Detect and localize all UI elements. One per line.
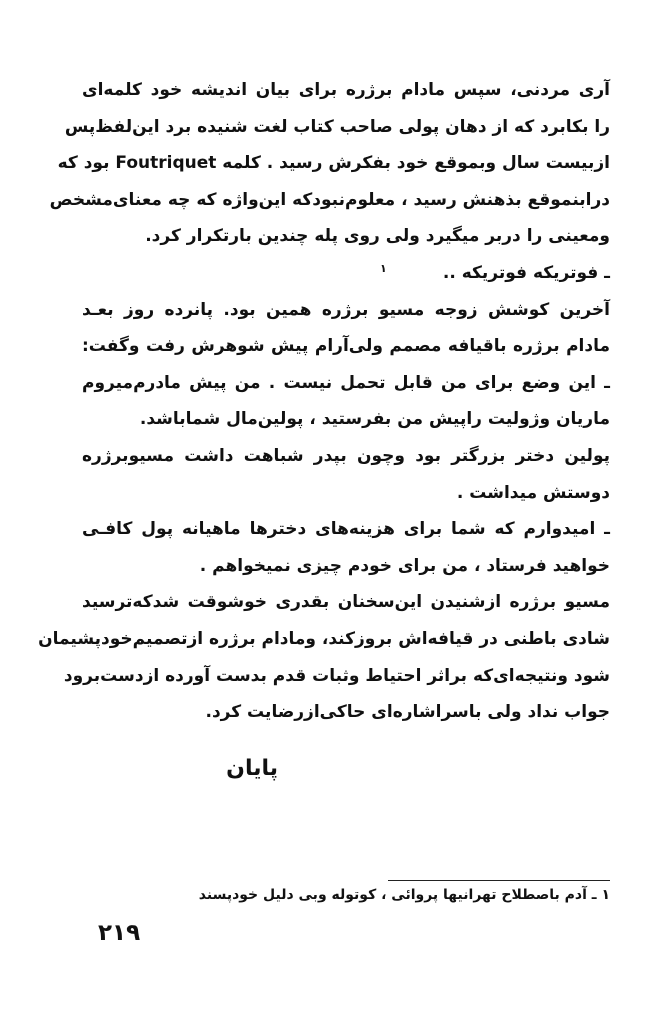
body-text [38, 72, 610, 731]
text-line: شود ونتیجه‌ای‌که براثر احتیاط وثبات قدم بدست آورده ازدست‌برود [63, 665, 610, 686]
text-line: ماریان وژولیت راپیش من بفرستید ، پولین‌مال شماباشد. [139, 409, 610, 430]
text-line: ـ این وضع برای من قابل تحمل نیست . من پیش مادرم‌میروم [82, 372, 610, 393]
text-line: خواهید فرستاد ، من برای خودم چیزی نمیخواهم . [199, 555, 610, 576]
footnote-divider [388, 880, 610, 881]
text-line: دوستش میداشت . [456, 482, 610, 503]
text-line: آری مردنی، سپس مادام برژره برای بیان اندیشه خود کلمه‌ای [82, 80, 610, 100]
text-line: ـ فوتریکه فوتریکه .. [442, 262, 610, 283]
text-line: درابنموقع بذهنش رسید ، معلوم‌نبودکه این‌واژه که چه معنای‌مشخص [49, 189, 610, 210]
text-line: را بکابرد که از دهان پولی صاحب کتاب لغت شنیده برد این‌لفظ‌پس [64, 116, 610, 137]
footnote-marker: ۱ [380, 262, 387, 275]
text-line: ـ امیدوارم که شما برای هزینه‌های دخترها ماهیانه پول کافـی [82, 519, 610, 540]
text-line: شادی باطنی در قیافه‌اش بروزکند، ومادام برژره ازتصمیم‌خودپشیمان [38, 628, 610, 649]
footnote-text: ۱ ـ آدم باصطلاح تهرانیها پروائی ، کوتوله وبی دلیل خودپسند [198, 887, 610, 903]
text-line: مادام برژره باقیافه مصمم ولی‌آرام پیش شوهرش رفت وگفت: [82, 336, 610, 357]
text-line: ومعینی را دربر میگیرد ولی روی پله چندین بارتکرار کرد. [145, 226, 610, 247]
text-line: جواب نداد ولی باسراشاره‌ای حاکی‌ازرضایت کرد. [205, 702, 610, 723]
page-number: ۲۱۹ [98, 920, 141, 946]
text-line: پولین دختر بزرگتر بود وچون بپدر شباهت داشت مسیوبرژره [82, 445, 610, 466]
text-line: ازبیست سال وبموقع خود بفکرش رسید . کلمه Foutriquet بود که [57, 153, 610, 174]
text-line: آخرین کوشش زوجه مسیو برژره همین بود. پانرده روز بعـد [82, 299, 610, 320]
end-title: پایان [226, 756, 278, 781]
text-line: مسیو برژره ازشنیدن این‌سخنان بقدری خوشوقت شدکه‌ترسید [82, 592, 610, 613]
